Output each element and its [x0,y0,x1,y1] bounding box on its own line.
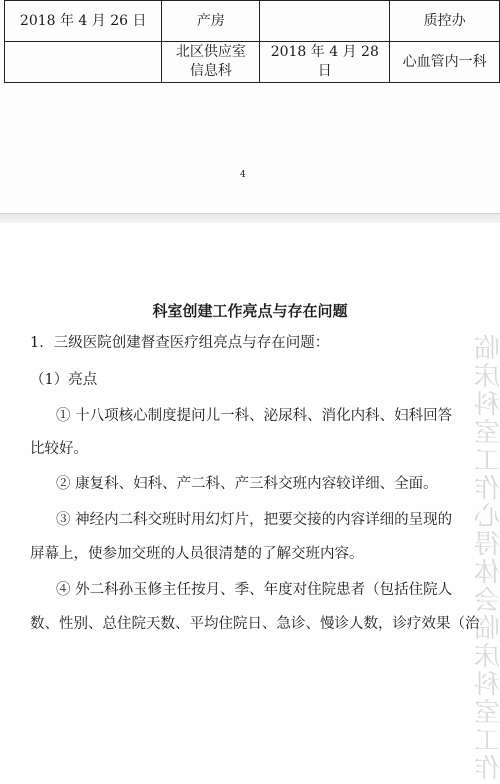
previous-page [0,0,500,210]
paragraph-line: 比较好。 [30,441,88,457]
date-cell [5,42,162,83]
department-cell: 产房 [162,1,260,42]
subheading: （1）亮点 [30,372,98,388]
department-cell: 心血管内一科 [390,42,500,83]
paragraph-line: ④ 外二科孙玉修主任按月、季、年度对住院患者（包括住院人 [56,582,453,598]
date-cell: 2018 年 4 月 28 日 [260,42,390,83]
date-cell: 2018 年 4 月 26 日 [5,1,162,42]
department-cell [162,42,260,83]
list-item: 1．三级医院创建督查医疗组亮点与存在问题： [30,335,330,351]
paragraph-line: 数、性别、总住院天数、平均住院日、急诊、慢诊人数，诊疗效果（治 [30,616,480,632]
paragraph-line: ② 康复科、妇科、产二科、产三科交班内容较详细、全面。 [56,476,438,492]
date-cell [260,1,390,42]
paragraph-line: ① 十八项核心制度提问儿一科、泌尿科、消化内科、妇科回答 [56,408,453,424]
table-row [5,1,500,42]
section-title: 科室创建工作亮点与存在问题 [152,302,348,320]
department-cell: 质控办 [390,1,500,42]
table-row [5,42,500,83]
department-line: 北区供应室 [175,44,246,60]
paragraph-line: ③ 神经内二科交班时用幻灯片，把要交接的内容详细的呈现的 [56,512,453,528]
schedule-table [4,0,500,83]
bleed-through-text: 临床科室工作心得体会临床科室工作 [473,334,500,784]
department-line: 信息科 [189,63,232,79]
paragraph-line: 屏幕上，使参加交班的人员很清楚的了解交班内容。 [30,546,364,562]
page-number: 4 [240,170,246,180]
